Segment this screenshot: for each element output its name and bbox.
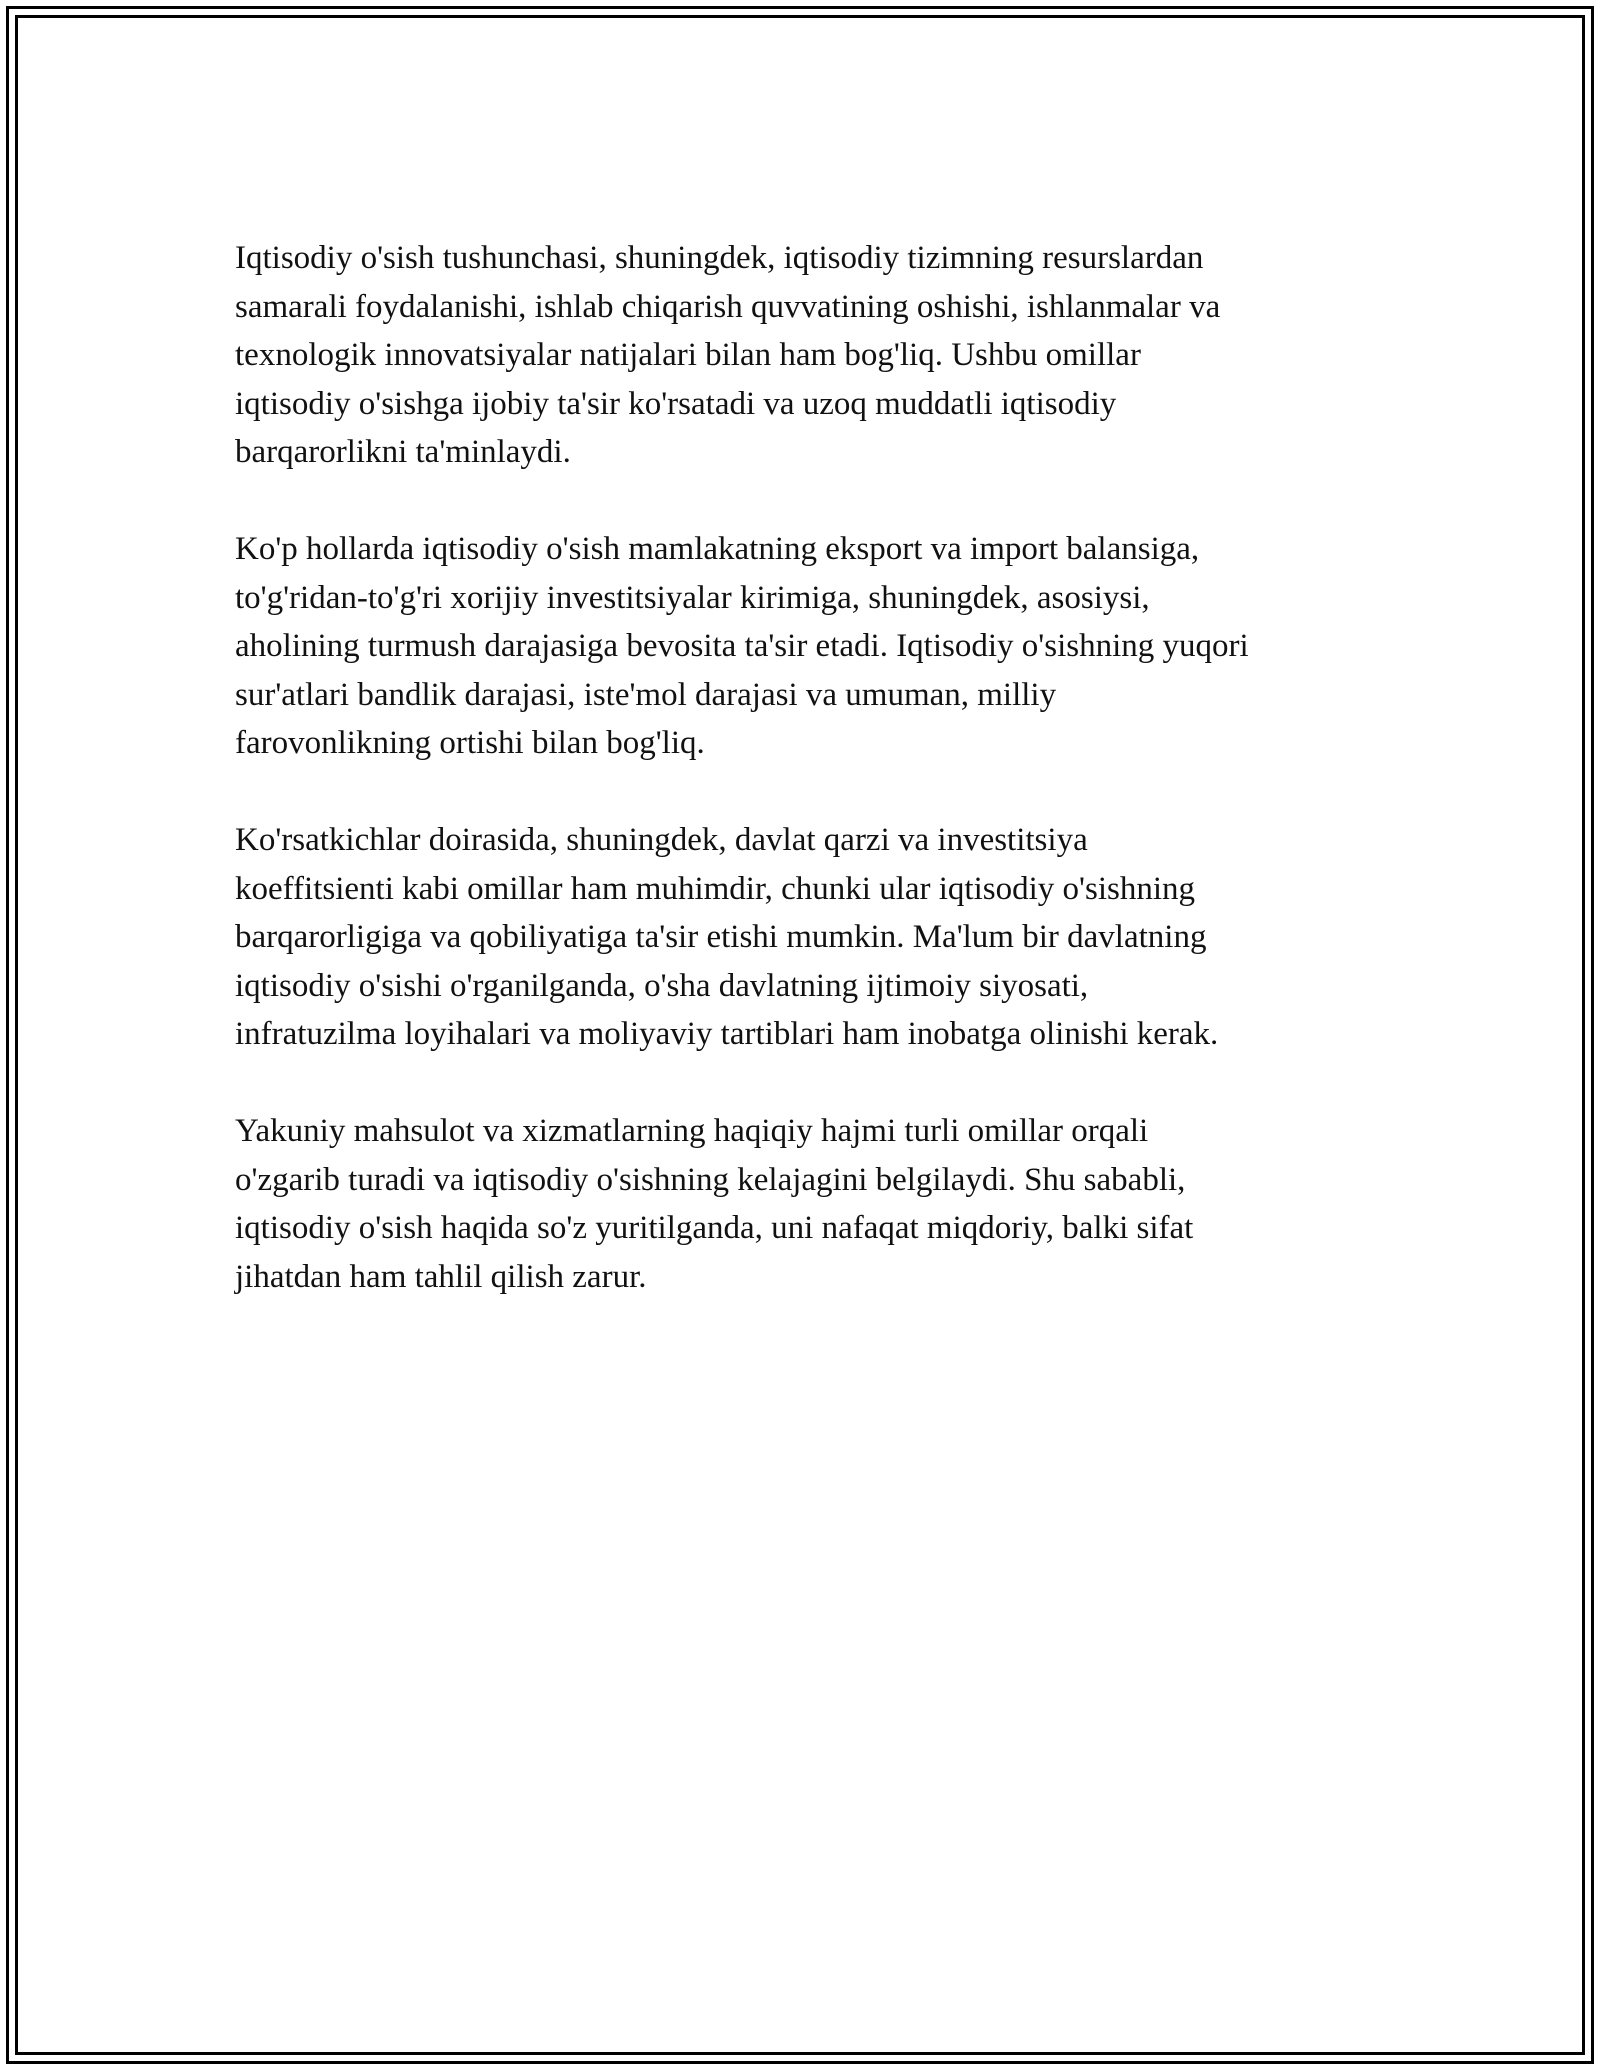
paragraph-final-output-analysis: Yakuniy mahsulot va xizmatlarning haqiqiy hajmi turli omillar orqali o'zgarib turadi va iqtisodiy o'sishning kelajagini belgilaydi. Shu sababli, iqtisodiy o'sish haqida so'z yuritilganda, uni nafaqat miqdoriy, balki sifat jihatdan ham tahlil qilish zarur. [235, 1113, 1194, 1295]
paragraph-indicators-and-policy: Ko'rsatkichlar doirasida, shuningdek, davlat qarzi va investitsiya koeffitsienti kabi omillar ham muhimdir, chunki ular iqtisodiy o'sishning barqarorligiga va qobiliyatiga ta'sir etishi mumkin. Ma'lum bir davlatning iqtisodiy o'sishi o'rganilganda, o'sha davlatning ijtimoiy siyosati, infratuzilma loyihalari va moliyaviy tartiblari ham inobatga olinishi kerak. [235, 822, 1219, 1052]
document-body [235, 234, 1385, 1350]
paragraph-trade-and-living-standards: Ko'p hollarda iqtisodiy o'sish mamlakatning eksport va import balansiga, to'g'ridan-to'g'ri xorijiy investitsiyalar kirimiga, shuningdek, asosiysi, aholining turmush darajasiga bevosita ta'sir etadi. Iqtisodiy o'sishning yuqori sur'atlari bandlik darajasi, iste'mol darajasi va umuman, milliy farovonlikning ortishi bilan bog'liq. [235, 531, 1249, 761]
paragraph-economic-growth-concept: Iqtisodiy o'sish tushunchasi, shuningdek, iqtisodiy tizimning resurslardan samarali foydalanishi, ishlab chiqarish quvvatining oshishi, ishlanmalar va texnologik innovatsiyalar natijalari bilan ham bog'liq. Ushbu omillar iqtisodiy o'sishga ijobiy ta'sir ko'rsatadi va uzoq muddatli iqtisodiy barqarorlikni ta'minlaydi. [235, 240, 1221, 470]
